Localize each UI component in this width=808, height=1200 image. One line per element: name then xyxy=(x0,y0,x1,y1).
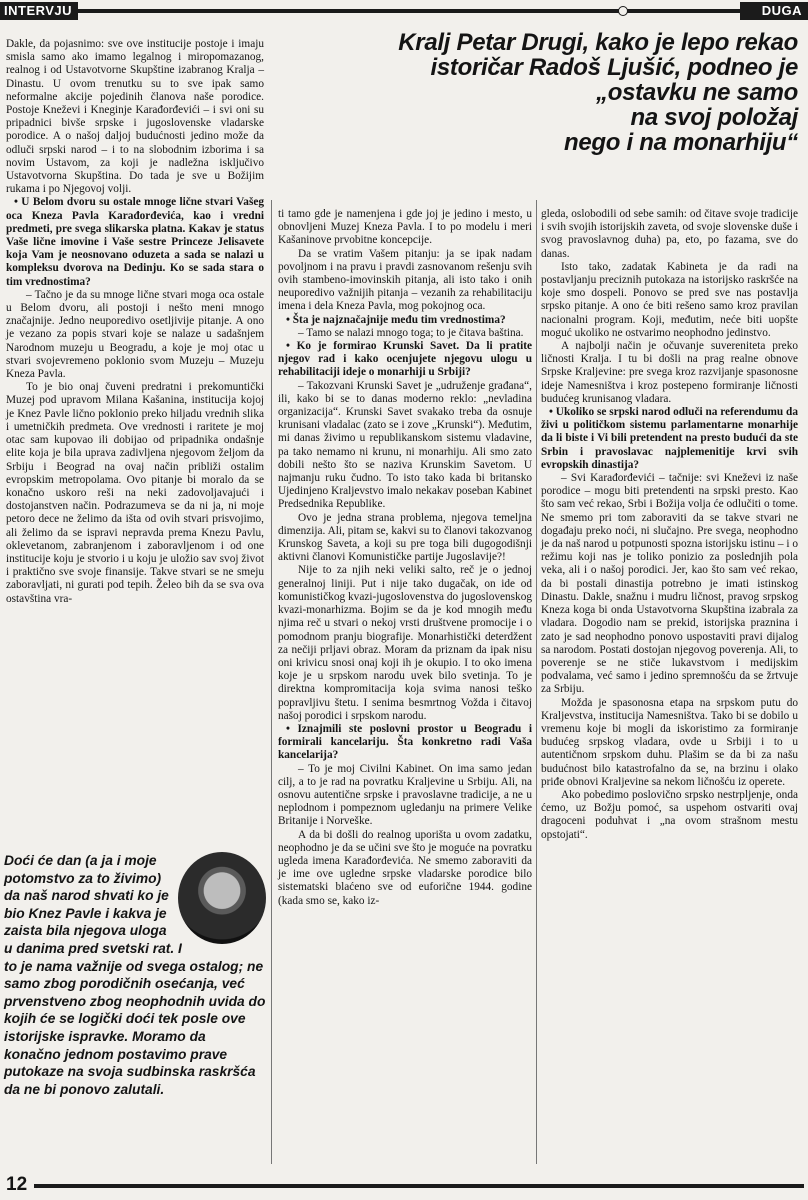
interview-question: • Iznajmili ste poslovni prostor u Beogradu i formirali kancelariju. Šta konkretno radi Vaša kancelarija? xyxy=(278,722,532,762)
header-band xyxy=(0,0,808,22)
interview-question: • U Belom dvoru su ostale mnoge lične stvari Vašeg oca Kneza Pavla Karađorđevića, kao i vredni predmeti, pre svega slikarska platna. Kakav je status Vaše lične imovine i Vaše sestre Princeze Jelisavete koja Vam je neosnovano oduzeta a sada se nalazi u kompleksu dvorova na Dedinju. Ko se sada stara o tim vrednostima? xyxy=(6,196,264,288)
paragraph: – Tamo se nalazi mnogo toga; to je čitava baština. xyxy=(298,326,524,339)
paragraph: Dakle, da pojasnimo: sve ove institucije postoje i imaju smisla samo ako imamo legalnog i miropomazanog, realnog i od Ustavotvorne Skupštine izabranog Kralja – Dinastu. U ovom trenutku su to sve ipak samo neformalne akcije pojedinih članova naše porodice. Postoje Kneževi i Kneginje Karađorđevići – i svi oni su pripadnici bivše srpske i jugoslovenske vladarske porodice. A o našoj daljoj budućnosti jedino može da odluči srpski narod – i to na slobodnim izborima i sa novim Ustavom, za koji je nadležna isključivo Ustavotvorna Skupština. Do tada je sve u Božijim rukama i po Njegovoj volji. xyxy=(6,38,264,196)
paragraph: – Takozvani Krunski Savet je „udruženje građana“, ili, kako bi se to danas moderno reklo: „nevladina organizacija“. Krunski Savet svakako treba da osnuje krunisani vladalac (zato se i zove „Krunski“). Međutim, mi danas živimo u republikanskom sistemu vladavine, pa tako nemamo ni krunu, ni monarhiju. Ali smo zato dobili nešto što se naziva Krunskim Savetom. U najmanju ruku čudno. To isto tako kada bi britansko Ujedinjeno Kraljevstvo imalo nekakav poseban Kabinet Predsednika Republike. xyxy=(278,379,532,511)
interview-question: • Šta je najznačajnije među tim vrednostima? xyxy=(286,313,506,326)
paragraph: – To je moj Civilni Kabinet. On ima samo jedan cilj, a to je rad na povratku Kraljevine u Srbiju. Ali, na osnovu autentične srpske i pravoslavne tradicije, a ne u neplodnom i pompeznom ugledanju na primere Velike Britanije i Norveške. xyxy=(278,762,532,828)
paragraph: Da se vratim Vašem pitanju: ja se ipak nadam povoljnom i na pravu i pravdi zasnovanom rešenju svih ovih stambeno-imovinskih pitanja, ali isto tako i onih neuporedivo važnijih pitanja – vezanih za rehabilitaciju imena i dela Kneza Pavla, mog pokojnog oca. xyxy=(278,247,532,313)
headline-line: na svoj položaj xyxy=(630,104,798,131)
headline-line: nego i na monarhiju“ xyxy=(563,129,798,156)
column-2 xyxy=(278,208,532,908)
column-divider xyxy=(536,200,537,1164)
pull-quote-text: Doći će dan (a ja i moje potomstvo za to živimo) da naš narod shvati ko je bio Knez Pavle i kakva je zaista bila njegova uloga u danima pred svetski rat. I to je nama važnije od svega ostalog; ne samo zbog porodičnih osećanja, već prvenstveno zbog neophodnih uvida do kojih će se logički doći tek posle ove istorijske ispravke. Moramo da konačno jednom postavimo prave putokaze na svoja sudbinska raskršća da ne bi ponovo zalutali. xyxy=(4,853,266,1097)
section-label: INTERVJU xyxy=(4,3,73,18)
section-label-box xyxy=(0,2,78,20)
paragraph: Ako pobedimo poslovično srpsko nestrpljenje, onda ćemo, uz Božju pomoć, sa uspehom ostvariti ovaj dragoceni poduhvat i „na ovom strašnom mestu opstojati“. xyxy=(541,788,798,841)
page-number: 12 xyxy=(6,1174,28,1195)
pull-quote xyxy=(4,852,266,1098)
portrait-photo xyxy=(178,852,266,944)
headline-line: istoričar Radoš Ljušić, podneo je xyxy=(430,54,798,81)
footer-rule xyxy=(34,1184,804,1188)
interview-question: • Ko je formirao Krunski Savet. Da li pratite njegov rad i kako ocenjujete njegovu ulogu u rehabilitaciji ideje o monarhiji u Srbiji? xyxy=(278,340,532,379)
column-3 xyxy=(541,208,798,842)
header-rule xyxy=(78,9,740,13)
paragraph: A da bi došli do realnog uporišta u ovom zadatku, neophodno je da se učini sve što je moguće na povratku ugleda imena Karađorđevića. Ne smemo zaboraviti da je ime ove ugledne srpske vladarske porodice bilo sistematski blaćeno sve od euforične 1944. godine (kada smo se, kako iz- xyxy=(278,828,532,907)
paragraph: A najbolji način je očuvanje suvereniteta preko ličnosti Kralja. I tu bi došli na prag realne obnove Srpske Kraljevine: pre svega kroz razvijanje spasonosne ideje Namesništva i kroz postepeno formiranje ličnosti budućeg krunisanog vladara. xyxy=(541,340,798,405)
footer xyxy=(0,1168,808,1200)
magazine-name: DUGA xyxy=(761,3,802,18)
paragraph: Nije to za njih neki veliki salto, reč je o jednoj generalnoj liniji. Put i nije tako dugačak, on ide od komunističkog kvazi-jugoslovenstva do jugoslovenskog kvazi-monarhizma. Bojim se da je kod mnogih među njima reč u stvari o nekoj vrsti društvene promocije i o pomodnom pranju biografije. Monarhistički deterdžent za nečiji prljavi obraz. Moram da priznam da ipak nisu oni krivicu snosi onaj koji ih je okupio. I to oko imena koje je u srpskom narodu uvek bilo svetinja. To je direktna kompromitacija koja svima nanosi teško popravljivu štetu. I senima besmrtnog Vožda i čitavoj našoj porodici i srpskom narodu. xyxy=(278,564,532,722)
column-1 xyxy=(6,38,264,606)
paragraph: To je bio onaj čuveni predratni i prekomuntički Muzej pod upravom Milana Kašanina, institucija kojoj je Knez Pavle lično poklonio preko hiljadu vrednih slika i umetničkih predmeta. Ove vrednosti i raritete je moj otac sam kupovao ili dobijao od pripadnika ondašnje elite koja je bila uprava zadivljena njegovom željom da Srbiju i Beograd na ovaj način približi ostalim evropskim metropolama. Ovo pitanje bi moralo da se konačno uskoro reši na neki zadovoljavajući i dostojanstven način. Podrazumeva se da ni ja, ni moje petoro dece ne želimo da išta od ovih stvari prisvojimo, ali želimo da se ispravi nepravda prema Knezu Pavlu, oklevetanom, zabranjenom i zaboravljenom i od one institucije koju je stvorio i u koju je uložio sav svoj život i praktično sve svoje finansije. Takve stvari se ne smeju zaboravljati, ni gurati pod tepih. Želeo bih da se sva ova ostavština vra- xyxy=(6,381,264,605)
paragraph: Ovo je jedna strana problema, njegova temeljna dimenzija. Ali, pitam se, kakvi su to članovi takozvanog Krunskog Saveta, a koji su pre toga bili dugogodišnji aktivni članovi Komunističke partije Jugoslavije?! xyxy=(278,511,532,564)
paragraph: Isto tako, zadatak Kabineta je da radi na postavljanju preciznih putokaza na istorijsko raskršće na koje smo dospeli. Ponovo se pred sve nas postavlja srpsko pitanje. A ono će biti rešeno samo kroz pravilan nacionalni program. Koji, međutim, neće biti uopšte moguć ukoliko ne ostvarimo neophodno jedinstvo. xyxy=(541,260,798,339)
header-dot-ornament xyxy=(618,6,628,16)
paragraph: – Tačno je da su mnoge lične stvari moga oca ostale u Belom dvoru, ali postoji i nešto meni mnogo značajnije. Jedno neuporedivo osetljivije pitanje. A ono je vezano za popis stvari koje se nalaze u sadašnjem Narodnom muzeju u Beogradu, a koje je moj otac u stvari svojevremeno poklonio svom Muzeju – Muzeju Kneza Pavla. xyxy=(6,288,264,381)
magazine-label-box xyxy=(740,2,808,20)
headline-line: Kralj Petar Drugi, kako je lepo rekao xyxy=(398,29,798,56)
headline-line: „ostavku ne samo xyxy=(596,79,798,106)
paragraph: ti tamo gde je namenjena i gde joj je jedino i mesto, u obnovljeni Muzej Kneza Pavla. I to po modelu i meri Kašaninove prvobitne koncepcije. xyxy=(278,208,532,247)
paragraph: – Svi Karađorđevići – tačnije: svi Kneževi iz naše porodice – mogu biti pretendenti na srpski presto. Kao što sam već rekao, Srbi i Božija volja će odlučiti o tome. Ne smemo pri tom zaboraviti da se takve stvari ne događaju preko noći, ni slučajno. Pre svega, neophodno je da naš narod u potpunosti spozna istorijsku istinu – i o režimu koji nas je toliko ponizio za poslednjih pola veka, ali i o našoj porodici. Jer, kao što sam već rekao, da bi postali dinastija potrebno je imati istinskog Dinastu. Dakle, snažnu i mudru ličnost, pravog srpskog Kneza koga bi onda Ustavotvorna Skupština izabrala za vladara. Dogodio nam se prekid, istorijska praznina i zato je sad neophodno ponovo uspostaviti pravi dijalog sa narodom. Postati dostojan njegovog poverenja. Ali, to poverenje se ne stiče lukavstvom i medijskim podvalama, već samo i jedino spremnošću da se žrtvuje za Srbiju. xyxy=(541,472,798,696)
paragraph: Možda je spasonosna etapa na srpskom putu do Kraljevstva, institucija Namesništva. Tako bi se dobilo u vremenu koje bi mogli da iskoristimo za formiranje budućeg srpskog vladara, ovde u Srbiji i to u autentičnom srpskom duhu. Plašim se da bi za našu budućnost bilo katastrofalno da se, na brzinu i olako priđe obnovi Kraljevine sa nekom ličnošću iz operete. xyxy=(541,696,798,788)
interview-question: • Ukoliko se srpski narod odluči na referendumu da živi u političkom sistemu parlamentarne monarhije da li biste i Vi bili pretendent na presto budući da ste Srbin i pravoslavac najplemenitije krvi svih evropskih dinastija? xyxy=(541,406,798,471)
paragraph: gleda, oslobodili od sebe samih: od čitave svoje tradicije i svih svojih istorijskih zaveta, od svoje slovenske duše i svog pravoslavnog duha) pa, eto, po fazama, sve do danas. xyxy=(541,208,798,260)
column-divider xyxy=(271,200,272,1164)
headline xyxy=(270,30,798,155)
